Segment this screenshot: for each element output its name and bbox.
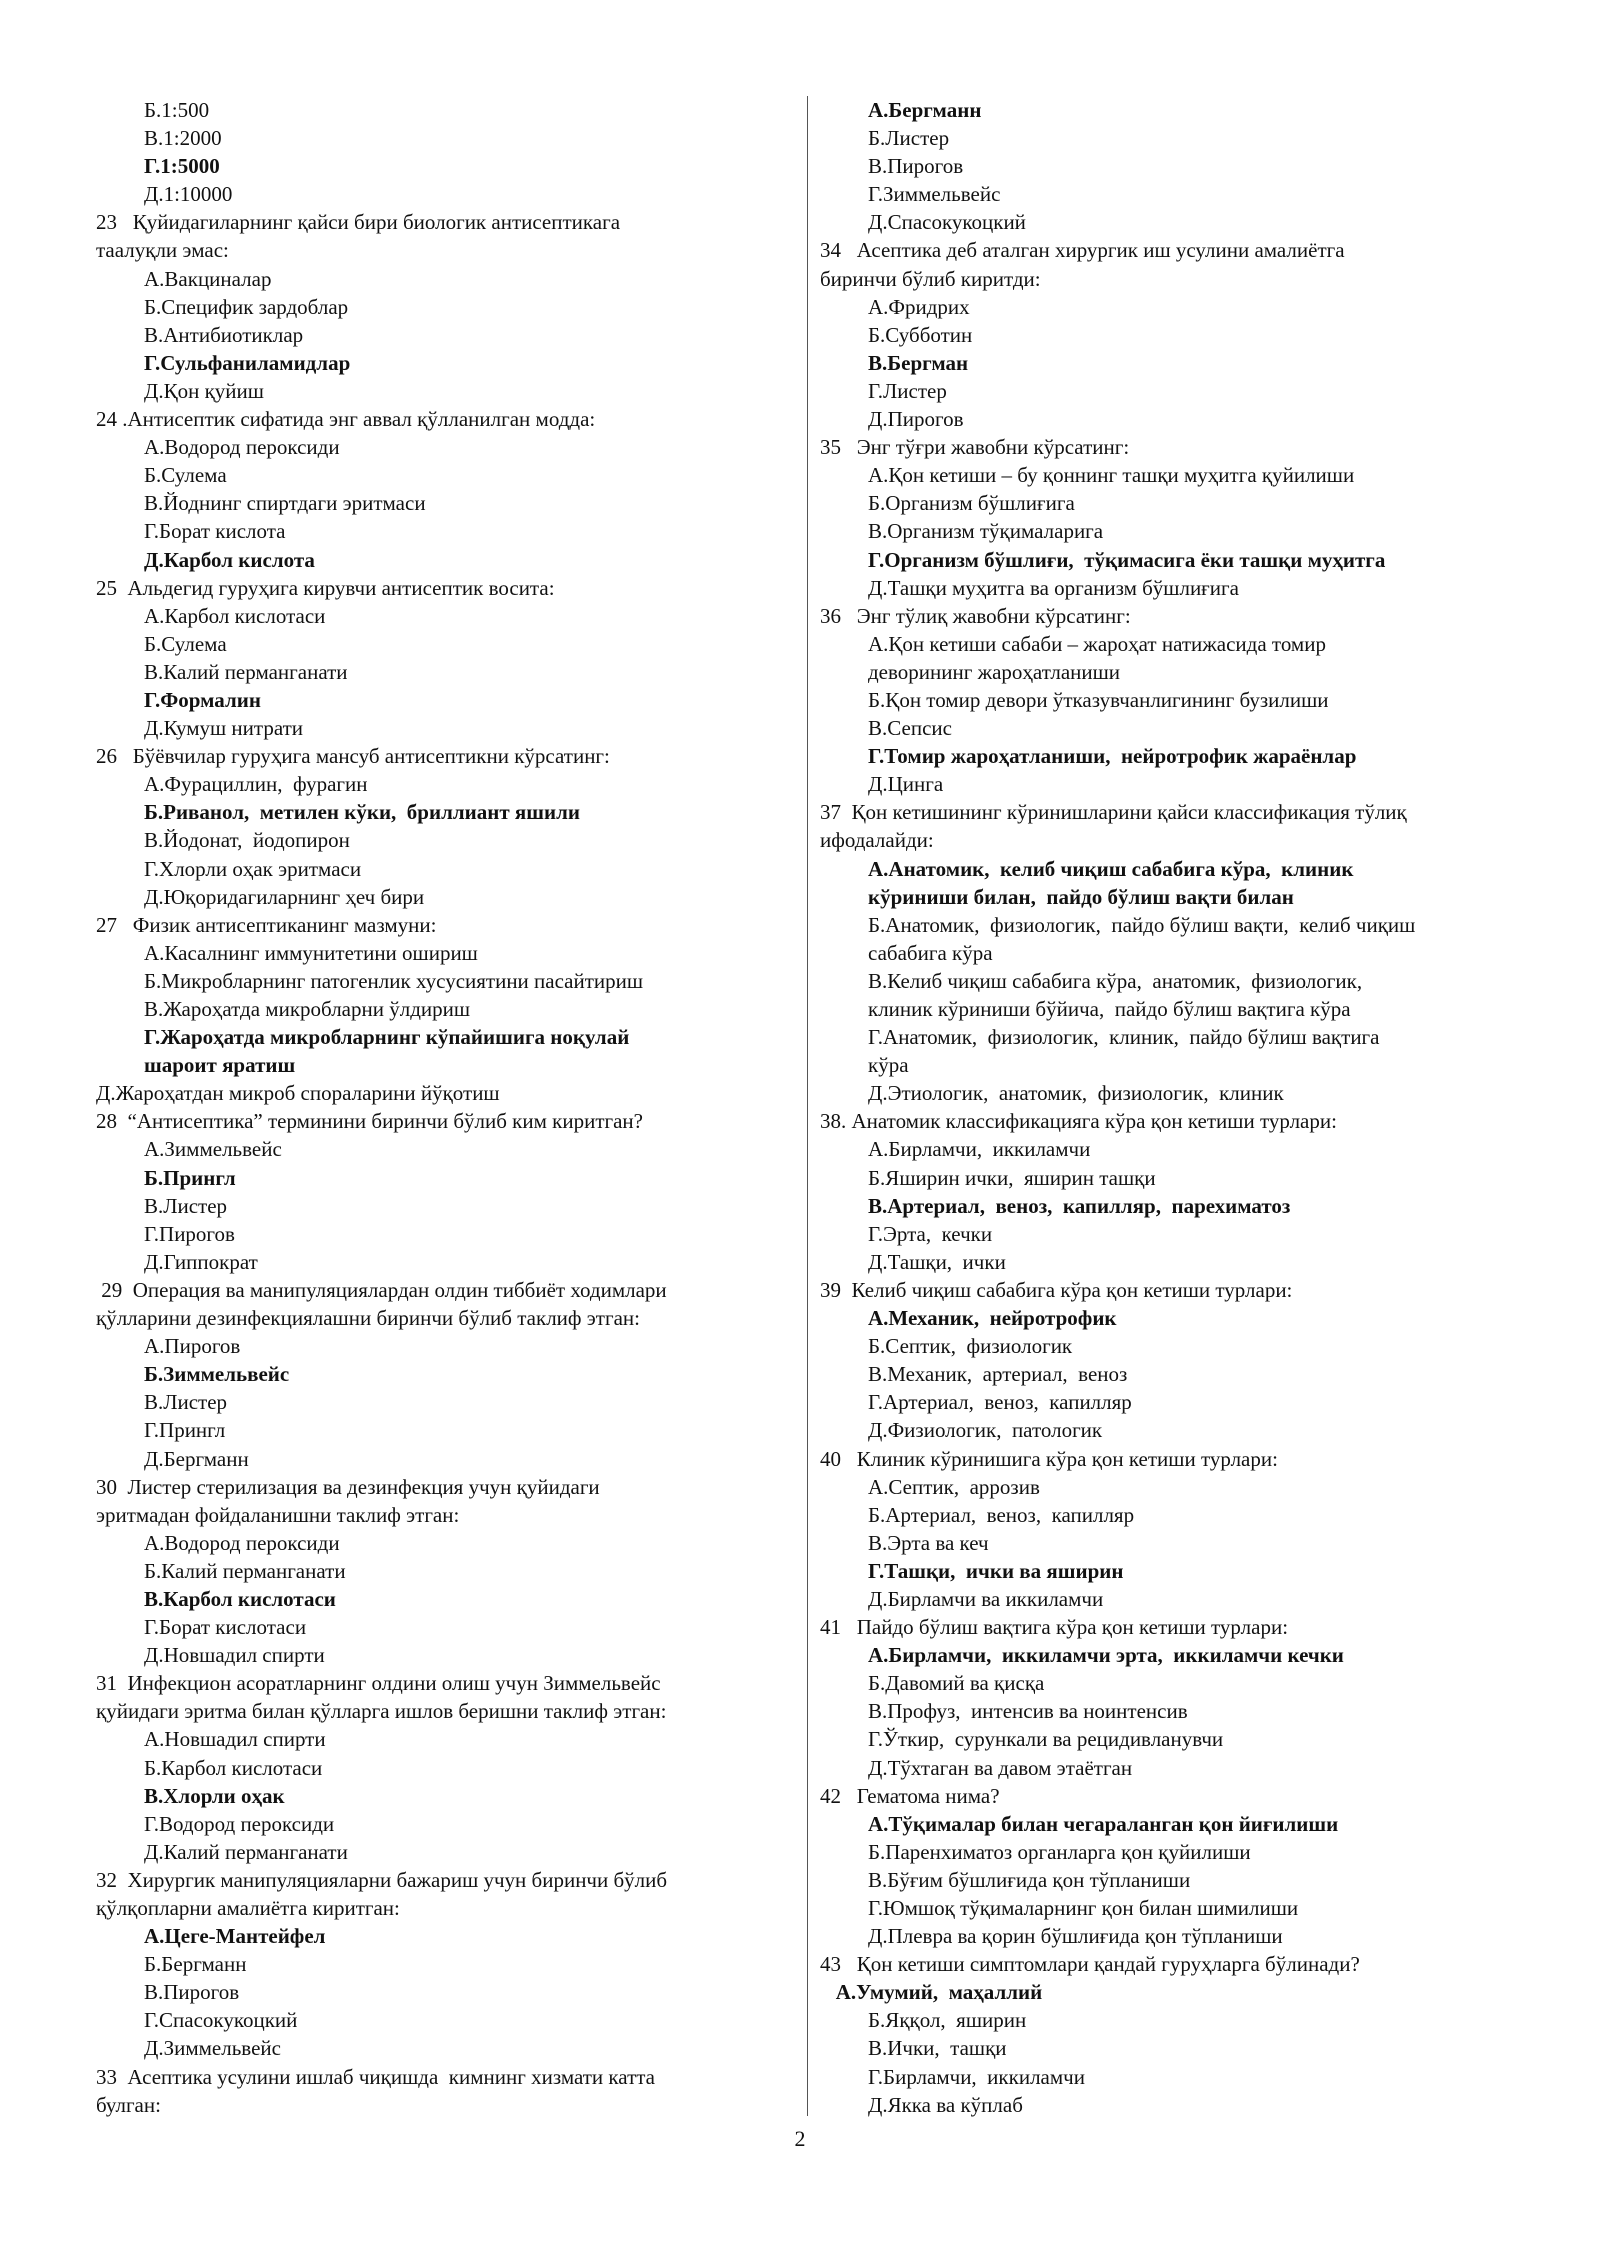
text-line: Г.Спасокукоцкий [144, 2008, 298, 2033]
text-line: биринчи бўлиб киритди: [820, 266, 1041, 291]
correct-answer-line: А.Бирламчи, иккиламчи эрта, иккиламчи кечки [868, 1643, 1344, 1668]
text-line: Г.Бирламчи, иккиламчи [868, 2064, 1085, 2089]
page-number: 2 [794, 2126, 806, 2151]
text-line: Г.Борат кислотаси [144, 1615, 307, 1640]
text-line: Д.Физиологик, патологик [868, 1418, 1103, 1443]
text-line: А.Қон кетиши – бу қоннинг ташқи муҳитга қуйилиши [868, 463, 1355, 488]
text-line: А.Фурациллин, фурагин [144, 772, 368, 797]
correct-answer-line: А.Механик, нейротрофик [868, 1306, 1117, 1331]
correct-answer-line: кўриниши билан, пайдо бўлиш вақти билан [868, 884, 1294, 909]
text-line: Б.Субботин [868, 322, 973, 347]
text-line: Д.Калий перманганати [144, 1839, 348, 1864]
correct-answer-line: Б.Прингл [144, 1165, 236, 1190]
text-line: А.Водород пероксиди [144, 1530, 340, 1555]
text-line: 26 Бўёвчилар гуруҳига мансуб антисептикни кўрсатинг: [96, 744, 610, 769]
correct-answer-line: Г.Томир жароҳатланиши, нейротрофик жараёнлар [868, 744, 1357, 769]
text-line: Б.Яширин ички, яширин ташқи [868, 1165, 1156, 1190]
text-line: Б.Қон томир девори ўтказувчанлигининг бузилиши [868, 687, 1329, 712]
text-line: Г.Водород пероксиди [144, 1811, 335, 1836]
text-line: В.Антибиотиклар [144, 322, 304, 347]
left-column [96, 96, 796, 2119]
correct-answer-line: Г.1:5000 [144, 154, 220, 179]
text-line: Б.Септик, физиологик [868, 1334, 1073, 1359]
correct-answer-line: А.Анатомик, келиб чиқиш сабабига кўра, клиник [868, 856, 1354, 881]
correct-answer-line: А.Бергманн [868, 98, 982, 122]
text-line: булган: [96, 2092, 161, 2117]
text-line: 41 Пайдо бўлиш вақтига кўра қон кетиши турлари: [820, 1615, 1289, 1640]
text-line: деворининг жароҳатланиши [868, 659, 1121, 684]
text-line: Б.Микробларнинг патогенлик хусусиятини пасайтириш [144, 968, 644, 993]
text-line: 28 “Антисептика” терминини биринчи бўлиб ким киритган? [96, 1109, 643, 1134]
correct-answer-line: В.Бергман [868, 350, 969, 375]
text-line: 34 Асептика деб аталган хирургик иш усулини амалиётга [820, 238, 1345, 263]
text-line: А.Бирламчи, иккиламчи [868, 1137, 1091, 1162]
text-line: Д.Спасокукоцкий [868, 210, 1026, 235]
text-line: Д.Плевра ва қорин бўшлиғида қон тўпланиши [868, 1924, 1283, 1949]
correct-answer-line: Б.Зиммельвейс [144, 1362, 290, 1387]
text-line: 32 Хирургик манипуляцияларни бажариш учун биринчи бўлиб [96, 1867, 668, 1892]
text-line: Б.1:500 [144, 98, 210, 122]
text-line: Б.Специфик зардоблар [144, 294, 349, 319]
text-line: кўра [868, 1053, 909, 1078]
correct-answer-line: В.Хлорли оҳак [144, 1783, 285, 1808]
text-line: 36 Энг тўлиқ жавобни кўрсатинг: [820, 603, 1131, 628]
text-line: Д.Цинга [868, 772, 944, 797]
text-line: А.Касалнинг иммунитетини ошириш [144, 940, 478, 965]
text-line: Б.Сулема [144, 631, 227, 656]
correct-answer-line: Д.Карбол кислота [144, 547, 315, 572]
text-line: Б.Бергманн [144, 1952, 247, 1977]
text-line: Б.Карбол кислотаси [144, 1755, 323, 1780]
text-line: 25 Альдегид гуруҳига кирувчи антисептик восита: [96, 575, 555, 600]
text-line: В.Листер [144, 1193, 228, 1218]
text-line: А.Зиммельвейс [144, 1137, 282, 1162]
text-line: 38. Анатомик классификацияга кўра қон кетиши турлари: [820, 1109, 1337, 1134]
text-line: 30 Листер стерилизация ва дезинфекция учун қуйидаги [96, 1474, 600, 1499]
text-line: Г.Пирогов [144, 1221, 235, 1246]
column-divider [807, 96, 808, 2116]
text-line: қуйидаги эритма билан қўлларга ишлов беришни таклиф этган: [96, 1699, 667, 1724]
text-line: таалуқли эмас: [96, 238, 229, 263]
text-line: А.Водород пероксиди [144, 435, 340, 460]
text-line: В.1:2000 [144, 126, 222, 151]
text-line: Б.Артериал, веноз, капилляр [868, 1502, 1135, 1527]
text-line: Б.Организм бўшлиғига [868, 491, 1075, 516]
text-line: В.Йодонат, йодопирон [144, 828, 350, 853]
text-line: Д.Бергманн [144, 1446, 249, 1471]
text-line: А.Септик, аррозив [868, 1474, 1040, 1499]
text-line: клиник кўриниши бўйича, пайдо бўлиш вақтига кўра [868, 997, 1351, 1021]
text-line: Б.Листер [868, 126, 950, 151]
text-line: В.Пирогов [868, 154, 964, 179]
text-line: А.Қон кетиши сабаби – жароҳат натижасида томир [868, 631, 1326, 656]
text-line: Д.Новшадил спирти [144, 1643, 325, 1668]
correct-answer-line: А.Умумий, маҳаллий [820, 1980, 1043, 2005]
text-line: Д.Этиологик, анатомик, физиологик, клиник [868, 1081, 1284, 1106]
text-line: А.Пирогов [144, 1334, 241, 1359]
text-line: Д.Зиммельвейс [144, 2036, 281, 2061]
text-line: В.Листер [144, 1390, 228, 1415]
text-line: эритмадан фойдаланишни таклиф этган: [96, 1502, 460, 1527]
text-line: Г.Эрта, кечки [868, 1221, 993, 1246]
text-line: 37 Қон кетишининг кўринишларини қайси классификация тўлиқ [820, 800, 1407, 825]
text-line: 23 Қуйидагиларнинг қайси бири биологик антисептикага [96, 210, 621, 235]
text-line: Б.Анатомик, физиологик, пайдо бўлиш вақти, келиб чиқиш [868, 912, 1416, 937]
text-line: А.Фридрих [868, 294, 970, 319]
text-line: В.Ички, ташқи [868, 2036, 1007, 2061]
text-line: Д.Кумуш нитрати [144, 716, 304, 741]
text-line: 40 Клиник кўринишига кўра қон кетиши турлари: [820, 1446, 1278, 1471]
text-line: Г.Юмшоқ тўқималарнинг қон билан шимилиши [868, 1896, 1299, 1920]
correct-answer-line: В.Карбол кислотаси [144, 1586, 336, 1611]
right-column [820, 96, 1520, 2119]
text-line: 35 Энг тўғри жавобни кўрсатинг: [820, 435, 1130, 460]
text-line: Д.Бирламчи ва иккиламчи [868, 1586, 1104, 1611]
text-line: 27 Физик антисептиканинг мазмуни: [96, 912, 437, 937]
text-line: Г.Листер [868, 378, 947, 403]
text-line: Г.Зиммельвейс [868, 182, 1001, 207]
text-line: Д.Гиппократ [144, 1249, 258, 1274]
text-line: Г.Борат кислота [144, 519, 286, 544]
correct-answer-line: А.Цеге-Мантейфел [144, 1924, 326, 1949]
text-line: В.Бўғим бўшлиғида қон тўпланиши [868, 1867, 1191, 1892]
text-line: Г.Артериал, веноз, капилляр [868, 1390, 1132, 1415]
text-line: Б.Паренхиматоз органларга қон қуйилиши [868, 1839, 1251, 1864]
text-line: А.Новшадил спирти [144, 1727, 326, 1752]
text-line: 33 Асептика усулини ишлаб чиқишда кимнинг хизмати катта [96, 2064, 656, 2089]
text-line: В.Эрта ва кеч [868, 1530, 989, 1555]
text-line: Г.Прингл [144, 1418, 226, 1443]
text-line: Д.Ташқи, ички [868, 1249, 1006, 1274]
text-line: сабабига кўра [868, 940, 993, 965]
correct-answer-line: Г.Ташқи, ички ва яширин [868, 1558, 1124, 1583]
correct-answer-line: шароит яратиш [144, 1053, 296, 1078]
text-line: Д.Жароҳатдан микроб спораларини йўқотиш [96, 1081, 500, 1106]
text-line: 42 Гематома нима? [820, 1783, 1000, 1808]
text-line: В.Калий перманганати [144, 659, 348, 684]
correct-answer-line: Б.Риванол, метилен кўки, бриллиант яшили [144, 800, 580, 825]
text-line: Д.1:10000 [144, 182, 233, 207]
correct-answer-line: Г.Сульфаниламидлар [144, 350, 351, 375]
text-line: Д.Пирогов [868, 407, 964, 432]
text-line: 43 Қон кетиши симптомлари қандай гуруҳларга бўлинади? [820, 1952, 1360, 1977]
text-line: В.Механик, артериал, веноз [868, 1362, 1128, 1387]
text-line: 29 Операция ва манипуляциялардан олдин тиббиёт ходимлари [96, 1277, 667, 1302]
correct-answer-line: В.Артериал, веноз, капилляр, парехиматоз [868, 1193, 1291, 1218]
text-line: Д.Ташқи муҳитга ва организм бўшлиғига [868, 575, 1239, 600]
text-line: Д.Тўхтаган ва давом этаётган [868, 1755, 1133, 1780]
text-line: В.Жароҳатда микробларни ўлдириш [144, 997, 471, 1021]
text-line: Г.Анатомик, физиологик, клиник, пайдо бўлиш вақтига [868, 1025, 1380, 1050]
text-line: Д.Якка ва кўплаб [868, 2092, 1023, 2117]
text-line: қўлқопларни амалиётга киритган: [96, 1896, 400, 1920]
text-line: Г.Ўткир, сурункали ва рецидивланувчи [868, 1727, 1224, 1752]
text-line: В.Йоднинг спиртдаги эритмаси [144, 491, 426, 516]
text-line: Г.Хлорли оҳак эритмаси [144, 856, 362, 881]
text-line: ифодалайди: [820, 828, 934, 853]
text-line: В.Организм тўқималарига [868, 519, 1104, 544]
text-line: 24 .Антисептик сифатида энг аввал қўлланилган модда: [96, 407, 596, 432]
text-line: 39 Келиб чиқиш сабабига кўра қон кетиши турлари: [820, 1277, 1293, 1302]
text-line: Д.Юқоридагиларнинг ҳеч бири [144, 884, 425, 909]
text-line: А.Вакциналар [144, 266, 272, 291]
correct-answer-line: Г.Жароҳатда микробларнинг кўпайишига ноқулай [144, 1025, 630, 1050]
text-line: Б.Калий перманганати [144, 1558, 346, 1583]
correct-answer-line: А.Тўқималар билан чегараланган қон йиғилиши [868, 1811, 1339, 1836]
text-line: В.Пирогов [144, 1980, 240, 2005]
text-line: Д.Қон қуйиш [144, 378, 264, 403]
text-line: В.Сепсис [868, 716, 952, 741]
text-line: 31 Инфекцион асоратларнинг олдини олиш учун Зиммельвейс [96, 1671, 661, 1696]
text-line: қўлларини дезинфекциялашни биринчи бўлиб таклиф этган: [96, 1306, 640, 1331]
text-line: В.Профуз, интенсив ва ноинтенсив [868, 1699, 1188, 1724]
text-line: А.Карбол кислотаси [144, 603, 326, 628]
text-line: Б.Давомий ва қисқа [868, 1671, 1045, 1696]
correct-answer-line: Г.Формалин [144, 687, 261, 712]
text-line: Б.Яққол, яширин [868, 2008, 1027, 2033]
text-line: Б.Сулема [144, 463, 227, 488]
correct-answer-line: Г.Организм бўшлиғи, тўқимасига ёки ташқи муҳитга [868, 547, 1386, 572]
text-line: В.Келиб чиқиш сабабига кўра, анатомик, физиологик, [868, 968, 1363, 993]
